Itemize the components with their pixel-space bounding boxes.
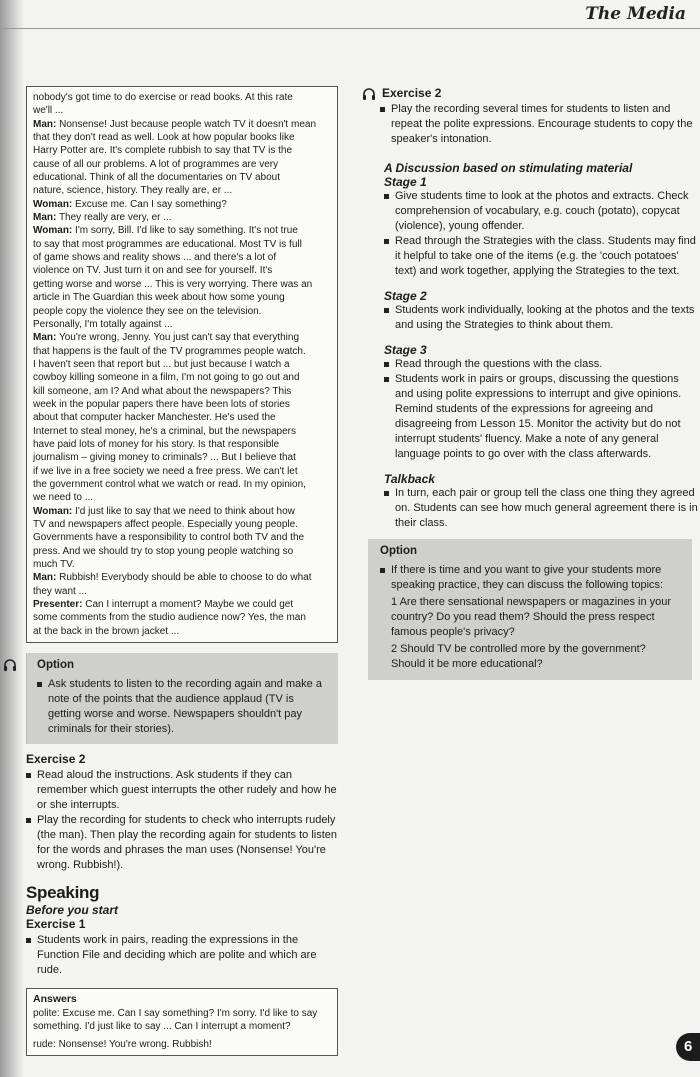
transcript-line: [33, 171, 331, 184]
transcript-line: [33, 411, 331, 424]
transcript-line: [33, 144, 331, 157]
speaker-label: Man:: [33, 212, 57, 224]
transcript-line: [33, 585, 331, 598]
transcript-line: [33, 158, 331, 171]
option-box-right: [368, 539, 692, 680]
speaker-label: Woman:: [33, 198, 73, 210]
list-item: Students work individually, looking at the photos and the texts and using the Strategies to think about them.: [384, 303, 700, 333]
list-item: Play the recording several times for students to listen and repeat the polite expressions. Encourage students to copy the speaker's intonation.: [380, 102, 700, 147]
transcript-line: [33, 345, 331, 358]
transcript-text: the government control what we watch or read. In my opinion,: [33, 478, 306, 490]
transcript-text: I'm sorry, Bill. I'd like to say something. It's not true: [72, 225, 298, 237]
list-item: Students work in pairs, reading the expressions in the Function File and deciding which are polite and which are rude.: [26, 933, 338, 978]
bullet-square-icon: [384, 239, 389, 244]
transcript-text: cause of all our problems. A lot of programmes are very: [33, 158, 279, 170]
transcript-line: [33, 625, 331, 638]
stage3-list: [368, 357, 700, 462]
answers-rude: rude: Nonsense! You're wrong. Rubbish!: [33, 1038, 212, 1050]
right-exercise2: [368, 86, 700, 100]
transcript-text: have paid lots of money for his story. Is that responsible: [33, 438, 280, 450]
stage3-heading: Stage 3: [384, 343, 427, 357]
transcript-text: I haven't seen that report but ... but just because I watch a: [33, 358, 290, 370]
transcript-text: to say that most programmes are educational. Most TV is full: [33, 238, 302, 250]
bullet-square-icon: [384, 308, 389, 313]
transcript-text: kill someone, am I? And what about the newspapers? This: [33, 385, 292, 397]
transcript-line: [33, 358, 331, 371]
transcript-line: [33, 224, 331, 237]
page-number: 6: [676, 1033, 700, 1061]
right-column: [368, 86, 700, 680]
transcript-text: some comments from the studio audience now? Yes, the man: [33, 612, 306, 624]
transcript-line: [33, 198, 331, 211]
transcript-line: [33, 451, 331, 464]
transcript-text: we'll ...: [33, 105, 64, 117]
speaker-label: Woman:: [33, 225, 73, 237]
before-start-heading: Before you start: [26, 903, 119, 918]
transcript-line: [33, 478, 331, 491]
transcript-text: article in The Guardian this week about how some young: [33, 292, 285, 304]
transcript-line: [33, 305, 331, 318]
transcript-line: [33, 598, 331, 611]
option-question-2: 2 Should TV be controlled more by the government? Should it be more educational?: [391, 643, 646, 670]
transcript-line: [33, 118, 331, 131]
running-header: The Media: [585, 4, 686, 24]
transcript-line: [33, 611, 331, 624]
bullet-square-icon: [380, 107, 385, 112]
transcript-text: they want ...: [33, 585, 87, 597]
exercise2-list: [26, 768, 338, 873]
bullet-square-icon: [37, 682, 42, 687]
transcript-text: They really are very, er ...: [56, 212, 172, 224]
transcript-line: [33, 264, 331, 277]
transcript-text: of game shows and reality shows ... and there's a lot of: [33, 252, 277, 264]
transcript-line: [33, 491, 331, 504]
left-column: [26, 86, 338, 1056]
option-title: Option: [380, 545, 418, 557]
transcript-text: much TV.: [33, 559, 75, 571]
transcript-text: Governments have a responsibility to control both TV and the: [33, 532, 305, 544]
speaking-heading: Speaking: [26, 883, 100, 903]
transcript-line: [33, 238, 331, 251]
bullet-square-icon: [26, 938, 31, 943]
bullet-square-icon: [380, 568, 385, 573]
option-title: Option: [37, 659, 75, 672]
list-item: Play the recording for students to check who interrupts rudely (the man). Then play the recording again for students to listen for the words and phrases the man uses (Nonsense! You're wrong. Rubbish!).: [26, 813, 338, 873]
bullet-square-icon: [384, 377, 389, 382]
transcript-line: [33, 251, 331, 264]
transcript-line: [33, 331, 331, 344]
transcript-line: [33, 91, 331, 104]
transcript-text: if we live in a free society we need a free press. We can't let: [33, 465, 298, 477]
option-bullet: [380, 563, 680, 672]
bullet-square-icon: [26, 773, 31, 778]
transcript-line: [33, 104, 331, 117]
transcript-box: [26, 86, 338, 643]
bullet-square-icon: [384, 491, 389, 496]
speaker-label: Man:: [33, 332, 57, 344]
list-item: Students work in pairs or groups, discussing the questions and using polite expressions to interrupt and give opinions. Remind students of the expressions for agreeing and disagreeing from Lesson 15. Monitor the activity but do not interrupt students' fluency. Make a note of any general language points to go over with the class afterwards.: [384, 372, 700, 462]
transcript-line: [33, 291, 331, 304]
page-binding-shadow: [0, 0, 24, 1077]
transcript-text: Internet to steal money, he's a criminal, but the newspapers: [33, 425, 296, 437]
list-item: Read through the Strategies with the class. Students may find it helpful to take one of the items (e.g. the 'couch potatoes' text) and work together, applying the Strategies to the text.: [384, 234, 700, 279]
transcript-text: that happens is the fault of the TV programmes people watch.: [33, 345, 306, 357]
right-exercise2-list: [368, 102, 700, 147]
option-intro: If there is time and you want to give your students more speaking practice, they can discuss the following topics:: [391, 564, 664, 591]
option-question-1: 1 Are there sensational newspapers or magazines in your country? Do you read them? Should the press respect famous people's privacy?: [391, 596, 672, 638]
transcript-text: nature, science, history. They really are, er ...: [33, 185, 233, 197]
transcript-text: Can I interrupt a moment? Maybe we could get: [82, 599, 294, 611]
transcript-text: Nonsense! Just because people watch TV it doesn't mean: [56, 118, 317, 130]
list-item: In turn, each pair or group tell the class one thing they agreed on. Students can see how much general agreement there is in their class.: [384, 486, 700, 531]
answers-polite: polite: Excuse me. Can I say something? I'm sorry. I'd like to say something. I'd just like to say ... Can I interrupt a moment?: [33, 1007, 318, 1033]
discussion-heading: A Discussion based on stimulating material: [384, 161, 633, 175]
transcript-text: educational. Think of all the documentaries on TV about: [33, 172, 281, 184]
talkback-list: [368, 486, 700, 531]
exercise1-heading: Exercise 1: [26, 917, 86, 932]
answers-title: Answers: [33, 993, 77, 1006]
exercise2-heading: Exercise 2: [382, 86, 442, 100]
transcript-text: at the back in the brown jacket ...: [33, 625, 180, 637]
speaker-label: Woman:: [33, 505, 73, 517]
transcript-line: [33, 545, 331, 558]
transcript-line: [33, 531, 331, 544]
headphones-icon: [362, 87, 376, 101]
headphones-icon: [3, 658, 17, 672]
transcript-line: [33, 505, 331, 518]
transcript-text: people copy the violence they see on the television.: [33, 305, 262, 317]
transcript-line: [33, 184, 331, 197]
transcript-text: we need to ...: [33, 492, 94, 504]
transcript-text: getting worse and worse ... This is very worrying. There was an: [33, 278, 313, 290]
exercise2-heading: Exercise 2: [26, 752, 86, 767]
transcript-text: nobody's got time to do exercise or read books. At this rate: [33, 92, 293, 103]
transcript-text: Harry Potter are. It's complete rubbish to say that TV is the: [33, 145, 293, 157]
option-box-left: [26, 653, 338, 744]
transcript-text: that they don't read as well. Look at how popular books like: [33, 132, 295, 144]
transcript-line: [33, 438, 331, 451]
header-rule: [0, 28, 700, 29]
option-text: Ask students to listen to the recording again and make a note of the points that the audience applaud (TV is getting worse and worse. Newspapers shouldn't pay criminals for their stories).: [48, 678, 322, 736]
transcript-line: [33, 371, 331, 384]
list-item: Give students time to look at the photos and extracts. Check comprehension of vocabulary, e.g. couch (potato), copycat (violence), young offender.: [384, 189, 700, 234]
transcript-line: [33, 558, 331, 571]
transcript-line: [33, 318, 331, 331]
transcript-text: Excuse me. Can I say something?: [72, 198, 227, 210]
transcript-text: journalism – giving money to criminals? ... But I believe that: [33, 452, 296, 464]
transcript-text: about that computer hacker Manchester. He's used the: [33, 412, 276, 424]
transcript-line: [33, 131, 331, 144]
transcript-line: [33, 518, 331, 531]
transcript-line: [33, 211, 331, 224]
transcript-text: I'd just like to say that we need to think about how: [72, 505, 295, 517]
bullet-square-icon: [384, 194, 389, 199]
transcript-text: TV and newspapers affect people. Especially young people.: [33, 519, 298, 530]
stage1-heading: Stage 1: [384, 175, 427, 189]
stage2-heading: Stage 2: [384, 289, 427, 303]
list-item: Read aloud the instructions. Ask students if they can remember which guest interrupts the other rudely and how he or she interrupts.: [26, 768, 338, 813]
speaker-label: Man:: [33, 572, 57, 584]
transcript-text: Personally, I'm totally against ...: [33, 318, 173, 330]
transcript-line: [33, 465, 331, 478]
transcript-text: violence on TV. Just turn it on and see for yourself. It's: [33, 265, 273, 277]
transcript-line: [33, 385, 331, 398]
transcript-text: cowboy killing someone in a film, I'm not going to go out and: [33, 372, 300, 384]
transcript-text: press. And we should try to stop young people watching so: [33, 545, 294, 557]
exercise1-list: [26, 933, 338, 978]
answers-box: [26, 988, 338, 1056]
transcript-line: [33, 278, 331, 291]
bullet-square-icon: [384, 362, 389, 367]
transcript-line: [33, 425, 331, 438]
speaker-label: Man:: [33, 118, 57, 130]
stage1-list: [368, 189, 700, 279]
talkback-heading: Talkback: [384, 472, 435, 486]
transcript-text: week in the popular papers there have been lots of stories: [33, 398, 290, 410]
list-item: Read through the questions with the class.: [384, 357, 700, 372]
transcript-line: [33, 398, 331, 411]
option-bullet: [37, 677, 328, 737]
speaker-label: Presenter:: [33, 599, 83, 611]
bullet-square-icon: [26, 818, 31, 823]
stage2-list: [368, 303, 700, 333]
transcript-line: [33, 571, 331, 584]
transcript-text: Rubbish! Everybody should be able to choose to do what: [56, 572, 312, 584]
transcript-text: You're wrong, Jenny. You just can't say that everything: [56, 332, 300, 344]
